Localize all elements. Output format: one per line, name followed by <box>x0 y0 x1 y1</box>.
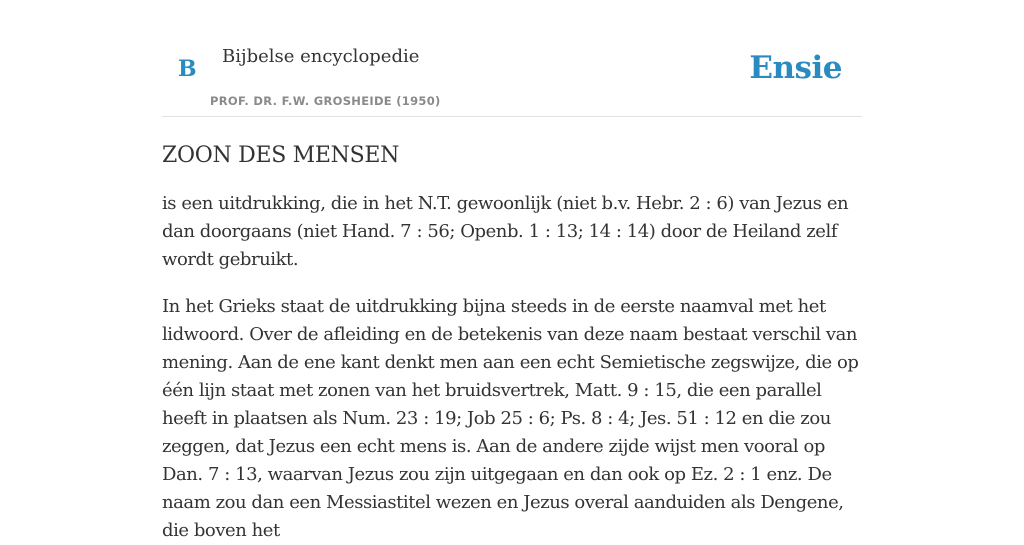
book-logo[interactable]: B <box>178 56 197 82</box>
article-paragraph-1: is een uitdrukking, die in het N.T. gewoonlijk (niet b.v. Hebr. 2 : 6) van Jezus en dan doorgaans (niet Hand. 7 : 56; Openb. 1 : 13; 14 : 14) door de Heiland zelf wordt gebruikt. <box>162 193 849 270</box>
article-paragraph-2: In het Grieks staat de uitdrukking bijna steeds in de eerste naamval met het lidwoord. Over de afleiding en de betekenis van deze naam bestaat verschil van mening. Aan de ene kant denkt men aan een echt Semietische zegswijze, die op één lijn staat met zonen van het bruidsvertrek, Matt. 9 : 15, die een parallel heeft in plaatsen als Num. 23 : 19; Job 25 : 6; Ps. 8 : 4; Jes. 51 : 12 en die zou zeggen, dat Jezus een echt mens is. Aan de andere zijde wijst men vooral op Dan. 7 : 13, waarvan Jezus zou zijn uitgegaan en dan ook op Ez. 2 : 1 enz. De naam zou dan een Messiastitel wezen en Jezus overal aanduiden als Dengene, die boven het <box>162 296 859 541</box>
ensie-logo[interactable]: Ensie <box>749 50 842 86</box>
lemma-title: ZOON DES MENSEN <box>162 143 400 168</box>
page <box>162 0 862 545</box>
book-title[interactable]: Bijbelse encyclopedie <box>222 46 420 67</box>
book-author: PROF. DR. F.W. GROSHEIDE (1950) <box>210 94 441 108</box>
page-header <box>162 0 862 117</box>
